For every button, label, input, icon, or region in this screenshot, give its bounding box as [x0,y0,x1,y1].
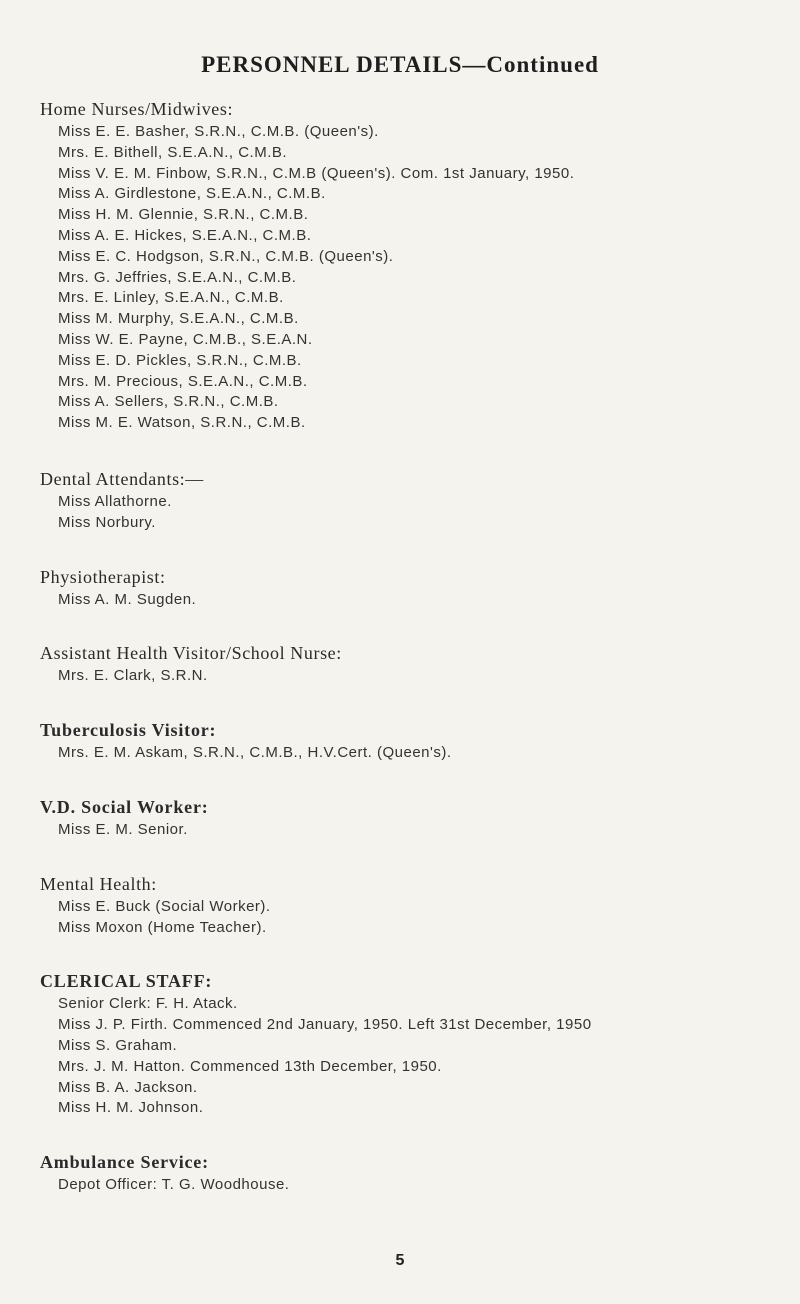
section-physio [40,564,780,611]
entry-mental-health: Miss Moxon (Home Teacher). [58,918,267,936]
section-heading-physio: Physiotherapist: [40,566,166,587]
entry-dental-attendant: Miss Allathorne. [58,492,172,510]
entry-clerical: Senior Clerk: F. H. Atack. [58,995,238,1013]
section-heading-vd-worker: V.D. Social Worker: [40,796,209,817]
section-spacer [40,610,780,640]
document-body [40,96,780,1196]
entry-home-nurse: Miss V. E. M. Finbow, S.R.N., C.M.B (Queen's). Com. 1st January, 1950. [58,164,575,182]
section-spacer [40,687,780,717]
entry-home-nurse: Miss M. Murphy, S.E.A.N., C.M.B. [58,310,299,328]
entry-home-nurse: Mrs. E. Bithell, S.E.A.N., C.M.B. [58,143,288,161]
entry-clerical: Miss H. M. Johnson. [58,1099,204,1117]
section-heading-clerical: CLERICAL STAFF: [40,971,213,992]
section-heading-tb-visitor: Tuberculosis Visitor: [40,720,217,741]
section-heading-ambulance: Ambulance Service: [40,1152,209,1173]
section-heading-dental: Dental Attendants:— [40,468,204,489]
entry-home-nurse: Mrs. M. Precious, S.E.A.N., C.M.B. [58,372,308,390]
section-spacer [40,764,780,794]
entry-clerical: Miss B. A. Jackson. [58,1078,198,1096]
section-spacer [40,534,780,564]
entry-home-nurse: Miss A. E. Hickes, S.E.A.N., C.M.B. [58,226,312,244]
entry-home-nurse: Miss E. E. Basher, S.R.N., C.M.B. (Queen's). [58,123,379,140]
section-vd-worker [40,794,780,841]
section-health-visitor [40,640,780,687]
entry-mental-health: Miss E. Buck (Social Worker). [58,897,271,915]
entry-vd-worker: Miss E. M. Senior. [58,820,188,838]
entry-home-nurse: Miss M. E. Watson, S.R.N., C.M.B. [58,414,306,432]
entry-home-nurse: Mrs. E. Linley, S.E.A.N., C.M.B. [58,289,284,307]
section-spacer [40,841,780,871]
entry-home-nurse: Miss H. M. Glennie, S.R.N., C.M.B. [58,206,309,224]
section-dental [40,466,780,534]
entry-home-nurse: Miss A. Girdlestone, S.E.A.N., C.M.B. [58,185,326,203]
section-heading-mental-health: Mental Health: [40,873,157,894]
entry-dental-attendant: Miss Norbury. [58,513,156,531]
section-tb-visitor [40,717,780,764]
entry-home-nurse: Miss E. C. Hodgson, S.R.N., C.M.B. (Queen's). [58,247,394,265]
section-spacer [40,434,780,466]
entry-home-nurse: Miss W. E. Payne, C.M.B., S.E.A.N. [58,330,313,348]
entry-home-nurse: Miss E. D. Pickles, S.R.N., C.M.B. [58,351,302,369]
entry-tb-visitor: Mrs. E. M. Askam, S.R.N., C.M.B., H.V.Cert. (Queen's). [58,744,452,762]
entry-clerical: Miss S. Graham. [58,1036,178,1054]
entry-home-nurse: Mrs. G. Jeffries, S.E.A.N., C.M.B. [58,268,297,286]
section-ambulance [40,1149,780,1196]
section-clerical [40,968,780,1119]
section-heading-health-visitor: Assistant Health Visitor/School Nurse: [40,643,342,664]
section-mental-health [40,871,780,939]
entry-home-nurse: Miss A. Sellers, S.R.N., C.M.B. [58,393,279,411]
entry-health-visitor: Mrs. E. Clark, S.R.N. [58,667,208,685]
page-number: 5 [395,1252,405,1269]
section-spacer [40,1119,780,1149]
entry-clerical: Mrs. J. M. Hatton. Commenced 13th December, 1950. [58,1057,442,1075]
section-heading-home-nurses: Home Nurses/Midwives: [40,99,234,119]
section-spacer [40,938,780,968]
section-home-nurses [40,96,780,434]
entry-ambulance: Depot Officer: T. G. Woodhouse. [58,1176,290,1194]
entry-clerical: Miss J. P. Firth. Commenced 2nd January, 1950. Left 31st December, 1950 [58,1016,592,1034]
page-title: PERSONNEL DETAILS—Continued [201,52,599,77]
entry-physiotherapist: Miss A. M. Sugden. [58,590,197,608]
